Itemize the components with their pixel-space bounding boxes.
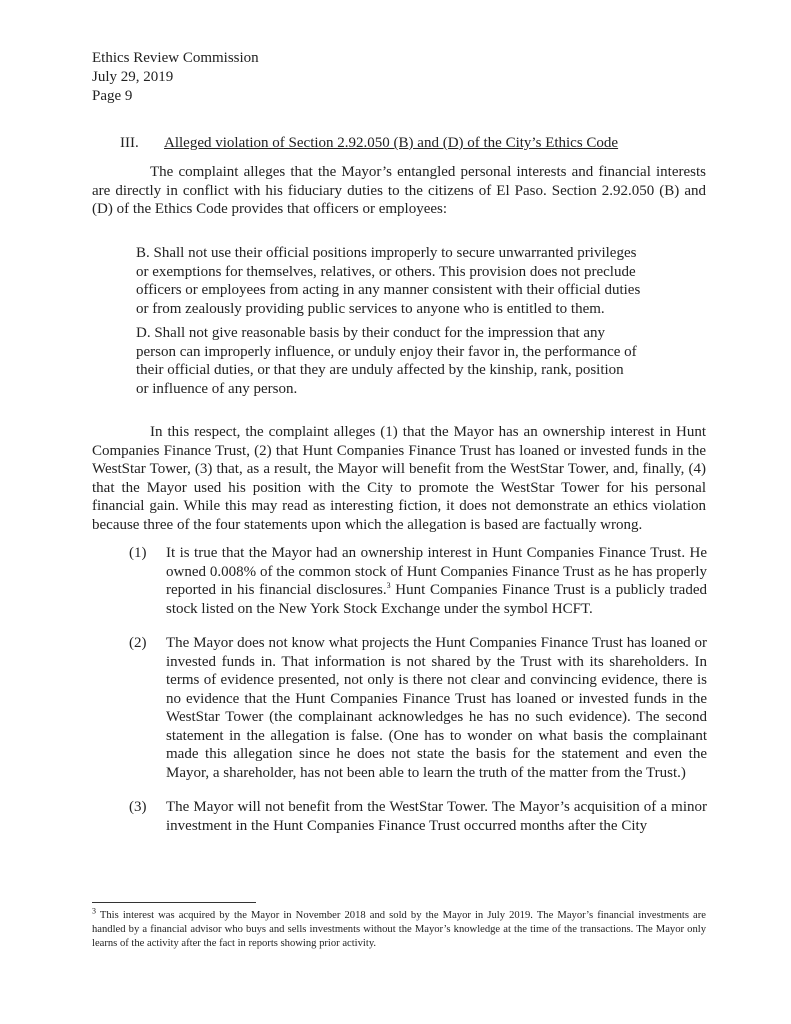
- numbered-list: [129, 544, 707, 851]
- quote-section-b: [136, 244, 666, 318]
- quote-d-line: or influence of any person.: [136, 380, 298, 397]
- list-marker: (2): [129, 635, 147, 651]
- section-title: Alleged violation of Section 2.92.050 (B) and (D) of the City’s Ethics Code: [164, 135, 619, 151]
- header-page-number: Page 9: [92, 88, 133, 104]
- list-marker: (3): [129, 799, 147, 815]
- footnote-text: This interest was acquired by the Mayor in November 2018 and sold by the Mayor in July 2019. The Mayor’s financial investments are handled by a financial advisor who buys and sells investments without the Mayor’s knowledge at the time of the transactions. The Mayor only learns of the activity after the fact in reports showing prior activity.: [92, 910, 706, 949]
- quote-section-d: [136, 324, 676, 398]
- quote-b-line: or exemptions for themselves, relatives, or others. This provision does not preclude: [136, 263, 636, 280]
- quote-d-line: their official duties, or that they are unduly affected by the kinship, rank, position: [136, 362, 624, 378]
- quote-d-line: person can improperly influence, or unduly enjoy their favor in, the performance of: [136, 343, 637, 360]
- list-marker: (1): [129, 545, 147, 561]
- allegations-paragraph-container: [92, 423, 706, 534]
- footnote-ref: 3: [386, 581, 391, 590]
- list-item-text-part: It is true that the Mayor had an ownership interest in Hunt Companies Finance Trust. He owned 0.008% of the common stock of Hunt Companies Finance Trust as he has properly reported in his financial disclosures.: [166, 545, 707, 598]
- list-item-text: The Mayor does not know what projects the Hunt Companies Finance Trust has loaned or invested funds in. That information is not shared by the Trust with its shareholders. In terms of evidence presented, not only is there not clear and convincing evidence, there is no evidence that the Hunt Companies Finance Trust has loaned or invested funds in the WestStar Tower (the complainant acknowledges he has no such evidence). The second statement in the allegation is false. (One has to wonder on what basis the complainant made this allegation since he does not state the basis for the statement and even the Mayor, a shareholder, has not been able to learn the truth of the matter from the Trust.): [166, 635, 707, 781]
- footnote-marker: 3: [92, 906, 96, 916]
- section-number: III.: [120, 135, 139, 151]
- list-item: [129, 798, 707, 835]
- footnote-divider: [92, 902, 256, 903]
- intro-paragraph: The complaint alleges that the Mayor’s entangled personal interests and financial interests are directly in conflict with his fiduciary duties to the citizens of El Paso. Section 2.92.050 (B) and (D) of the Ethics Code provides that officers or employees:: [92, 164, 706, 217]
- quote-b-line: officers or employees from acting in any manner consistent with their official duties: [136, 282, 641, 298]
- quote-b-line: or from zealously providing public services to anyone who is entitled to them.: [136, 300, 605, 317]
- section-heading: [120, 135, 618, 152]
- header-date: July 29, 2019: [92, 69, 174, 85]
- list-item-text: [166, 544, 707, 618]
- allegations-paragraph: In this respect, the complaint alleges (1) that the Mayor has an ownership interest in Hunt Companies Finance Trust, (2) that Hunt Companies Finance Trust has loaned or invested funds in the WestStar Tower, (3) that, as a result, the Mayor will benefit from the WestStar Tower, and, finally, (4) that the Mayor used his position with the City to promote the WestStar Tower for his personal financial gain. While this may read as interesting fiction, it does not demonstrate an ethics violation because three of the four statements upon which the allegation is based are factually wrong.: [92, 424, 706, 533]
- list-item-text: The Mayor will not benefit from the WestStar Tower. The Mayor’s acquisition of a minor investment in the Hunt Companies Finance Trust occurred months after the City: [166, 799, 707, 834]
- intro-paragraph-container: [92, 163, 706, 219]
- page-header: [92, 49, 259, 106]
- header-org: Ethics Review Commission: [92, 50, 259, 66]
- list-item-text-part: Hunt Companies Finance Trust is a publicly traded stock listed on the New York Stock Exchange under the symbol HCFT.: [166, 582, 707, 617]
- list-item: [129, 634, 707, 782]
- quote-d-line: D. Shall not give reasonable basis by their conduct for the impression that any: [136, 325, 606, 341]
- footnote: [92, 906, 706, 951]
- quote-b-line: B. Shall not use their official positions improperly to secure unwarranted privileges: [136, 245, 637, 261]
- list-item: [129, 544, 707, 618]
